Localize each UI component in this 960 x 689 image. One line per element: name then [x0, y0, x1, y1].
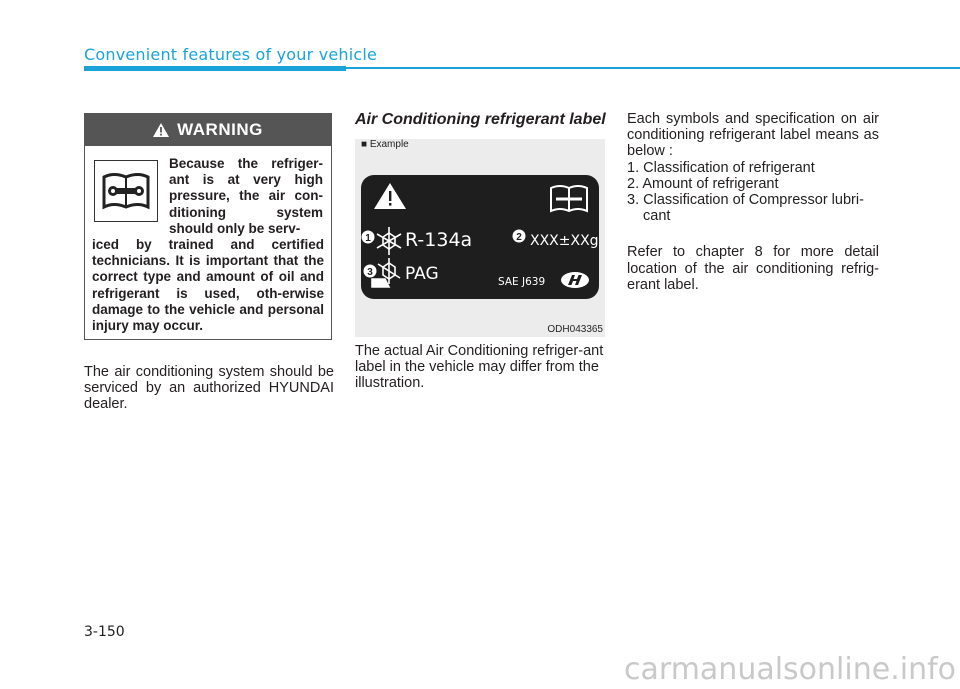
figure-reference-code: ODH043365 — [547, 324, 603, 335]
example-caption: ■ Example — [361, 139, 409, 150]
standard-text: SAE J639 — [498, 276, 546, 288]
refrigerant-type-text: R-134a — [405, 229, 473, 251]
hyundai-logo-icon — [561, 272, 589, 288]
dealer-service-paragraph: The air conditioning system should be serviced by an authorized HYUNDAI dealer. — [84, 364, 334, 413]
warning-heading: WARNING — [177, 120, 263, 139]
page-number: 3-150 — [84, 624, 125, 640]
warning-triangle-icon — [153, 123, 169, 137]
list-item: 2. Amount of refrigerant — [627, 175, 779, 192]
refrigerant-label-figure — [355, 139, 605, 337]
section-header-title: Convenient features of your vehicle — [84, 45, 378, 64]
warning-text-bottom: iced by trained and certified technicians. It is important that the correct type and amount of oil and refrigerant is used, oth-erwise damage to the vehicle and personal injury may occur. — [92, 237, 324, 334]
header-rule-accent — [84, 66, 346, 71]
warning-text-top: Because the refriger-ant is at very high pressure, the air con-ditioning system should only be serv- — [169, 156, 323, 236]
refrigerant-amount-text: XXX±XXg — [530, 233, 599, 249]
badge-3-number: 3 — [367, 267, 373, 278]
label-difference-paragraph: The actual Air Conditioning refriger-ant label in the vehicle may differ from the illustration. — [355, 343, 604, 392]
symbols-intro: Each symbols and specification on air conditioning refrigerant label means as below : — [627, 111, 879, 160]
badge-2-number: 2 — [516, 232, 522, 243]
oil-type-text: PAG — [405, 264, 439, 284]
warning-box — [84, 113, 332, 340]
list-item: 1. Classification of refrigerant — [627, 159, 815, 176]
list-item: 3. Classification of Compressor lubri-cant — [627, 192, 864, 225]
warning-header — [85, 114, 331, 146]
section-title: Air Conditioning refrigerant label — [355, 111, 606, 128]
service-manual-icon — [94, 160, 158, 222]
watermark: carmanualsonline.info — [624, 652, 956, 687]
badge-1-number: 1 — [365, 233, 371, 244]
refrigerant-label-illustration — [355, 139, 605, 337]
symbols-explanation — [627, 111, 879, 293]
chapter-reference-paragraph: Refer to chapter 8 for more detail location of the air conditioning refrig-erant label. — [627, 244, 879, 293]
